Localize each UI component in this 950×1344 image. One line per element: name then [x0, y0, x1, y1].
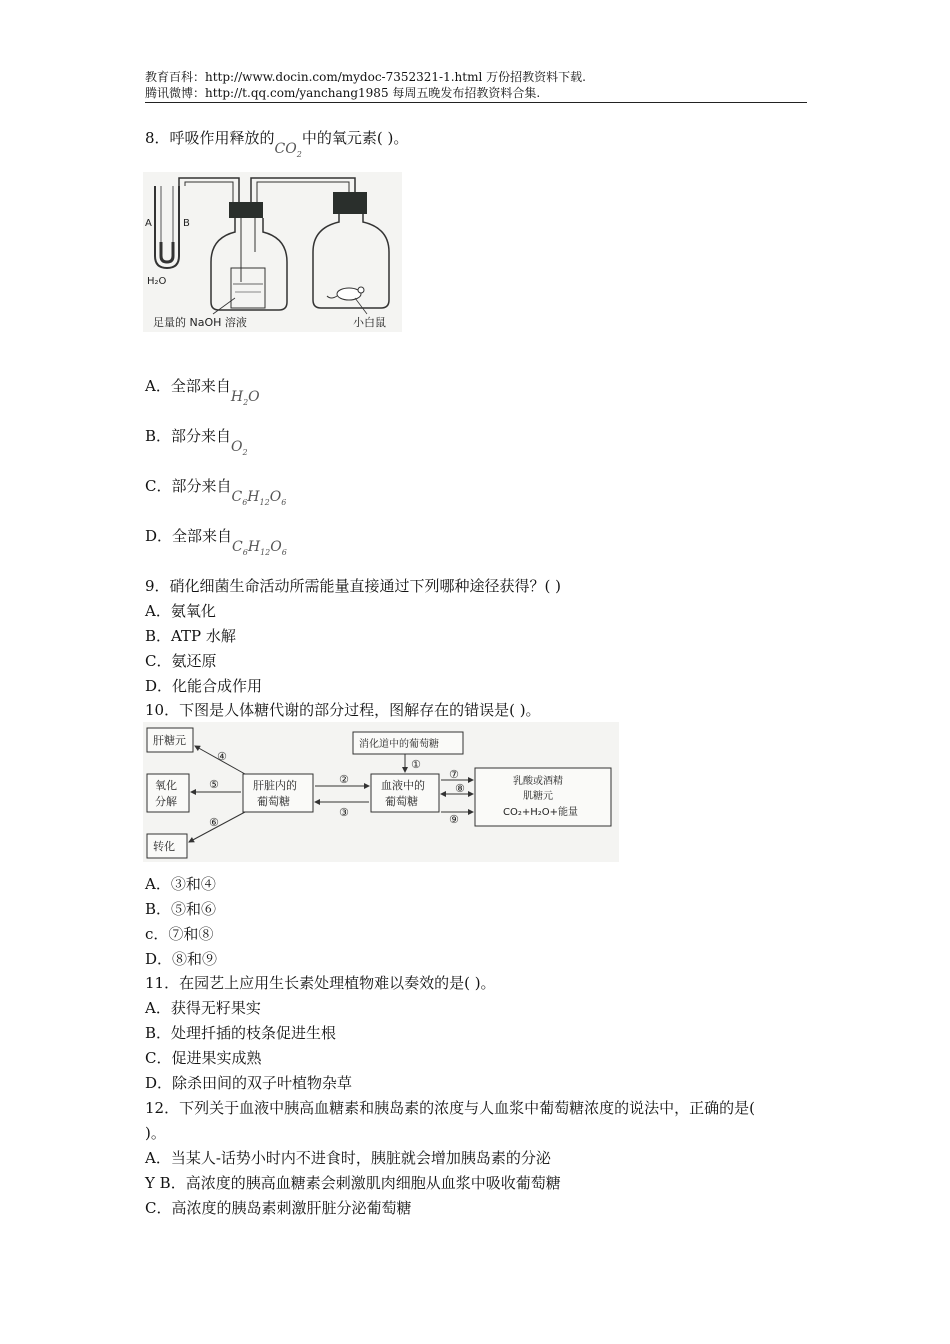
q8-option-c: C．部分来自$C_6H_{12}O_6$: [145, 477, 287, 507]
svg-text:⑨: ⑨: [449, 813, 459, 826]
q8-stem-after: 中的氧元素( )。: [301, 129, 409, 147]
stopper-right: [333, 192, 367, 214]
svg-text:肝脏内的: 肝脏内的: [253, 779, 297, 792]
label-water: H₂O: [147, 276, 167, 287]
header-rule: [145, 102, 807, 103]
q11-option-b: B．处理扦插的枝条促进生根: [145, 1024, 337, 1042]
svg-text:分解: 分解: [155, 795, 177, 808]
svg-text:④: ④: [217, 750, 227, 763]
q10-option-c: c．⑦和⑧: [145, 925, 214, 943]
q10-option-d: D．⑧和⑨: [145, 950, 218, 968]
caption-mouse: 小白鼠: [353, 316, 386, 329]
q9-option-c: C．氨还原: [145, 652, 217, 670]
header-line-1: 教育百科：http://www.docin.com/mydoc-7352321-1.html 万份招教资料下载.: [145, 70, 586, 84]
header-line-2: 腾讯微博：http://t.qq.com/yanchang1985 每周五晚发布招教资料合集.: [145, 86, 541, 100]
q9-option-b: B．ATP 水解: [145, 627, 236, 645]
svg-text:⑧: ⑧: [455, 782, 465, 795]
svg-text:血液中的: 血液中的: [381, 779, 425, 792]
q11-option-a: A．获得无籽果实: [145, 999, 261, 1017]
q12-stem-line-2: )。: [145, 1124, 166, 1142]
q8-stem: [145, 128, 409, 159]
q12-stem-line-1: 12．下列关于血液中胰高血糖素和胰岛素的浓度与人血浆中葡萄糖浓度的说法中，正确的是(: [145, 1099, 755, 1117]
svg-text:③: ③: [339, 806, 349, 819]
q8-formula-co2: $CO_2$: [274, 141, 302, 159]
q8-stem-before: 8．呼吸作用释放的: [145, 129, 275, 147]
q8-option-d: D．全部来自$C_6H_{12}O_6$: [145, 527, 287, 557]
q11-stem: 11．在园艺上应用生长素处理植物难以奏效的是( )。: [145, 974, 496, 992]
svg-text:①: ①: [411, 758, 421, 771]
svg-text:葡萄糖: 葡萄糖: [385, 795, 418, 808]
q12-option-a: A．当某人-话势小时内不进食时，胰脏就会增加胰岛素的分泌: [145, 1149, 551, 1167]
q10-option-a: A．③和④: [145, 875, 216, 893]
svg-text:肝糖元: 肝糖元: [153, 734, 186, 747]
q11-option-c: C．促进果实成熟: [145, 1049, 262, 1067]
q8-option-a: A．全部来自$H_2O$: [145, 377, 260, 407]
stopper-left: [229, 202, 263, 218]
svg-text:②: ②: [339, 773, 349, 786]
svg-text:⑥: ⑥: [209, 816, 219, 829]
caption-naoh: 足量的 NaOH 溶液: [153, 316, 247, 329]
svg-text:乳酸或酒精: 乳酸或酒精: [513, 776, 563, 787]
mouse-icon: [337, 288, 361, 300]
q10-option-b: B．⑤和⑥: [145, 900, 217, 918]
svg-text:转化: 转化: [153, 840, 175, 853]
svg-text:CO₂+H₂O+能量: CO₂+H₂O+能量: [503, 807, 579, 818]
q9-option-a: A．氨氧化: [145, 602, 216, 620]
label-a: A: [145, 218, 152, 229]
svg-text:消化道中的葡萄糖: 消化道中的葡萄糖: [359, 739, 439, 750]
q9-option-d: D．化能合成作用: [145, 677, 263, 695]
label-b: B: [183, 218, 190, 229]
q9-stem: 9．硝化细菌生命活动所需能量直接通过下列哪种途径获得？( ): [145, 577, 562, 595]
q8-apparatus-figure: [143, 172, 402, 332]
q12-option-c: C．高浓度的胰岛素刺激肝脏分泌葡萄糖: [145, 1199, 412, 1217]
q12-option-b: Y B．高浓度的胰高血糖素会刺激肌肉细胞从血浆中吸收葡萄糖: [145, 1174, 561, 1192]
svg-text:⑤: ⑤: [209, 778, 219, 791]
q10-stem: 10．下图是人体糖代谢的部分过程，图解存在的错误是( )。: [145, 701, 541, 719]
svg-text:氧化: 氧化: [155, 779, 177, 792]
q10-sugar-metabolism-diagram: [143, 722, 619, 862]
svg-text:葡萄糖: 葡萄糖: [257, 795, 290, 808]
svg-text:⑦: ⑦: [449, 768, 459, 781]
svg-text:肌糖元: 肌糖元: [523, 791, 553, 802]
q8-option-b: B．部分来自$O_2$: [145, 427, 248, 457]
q11-option-d: D．除杀田间的双子叶植物杂草: [145, 1074, 353, 1092]
